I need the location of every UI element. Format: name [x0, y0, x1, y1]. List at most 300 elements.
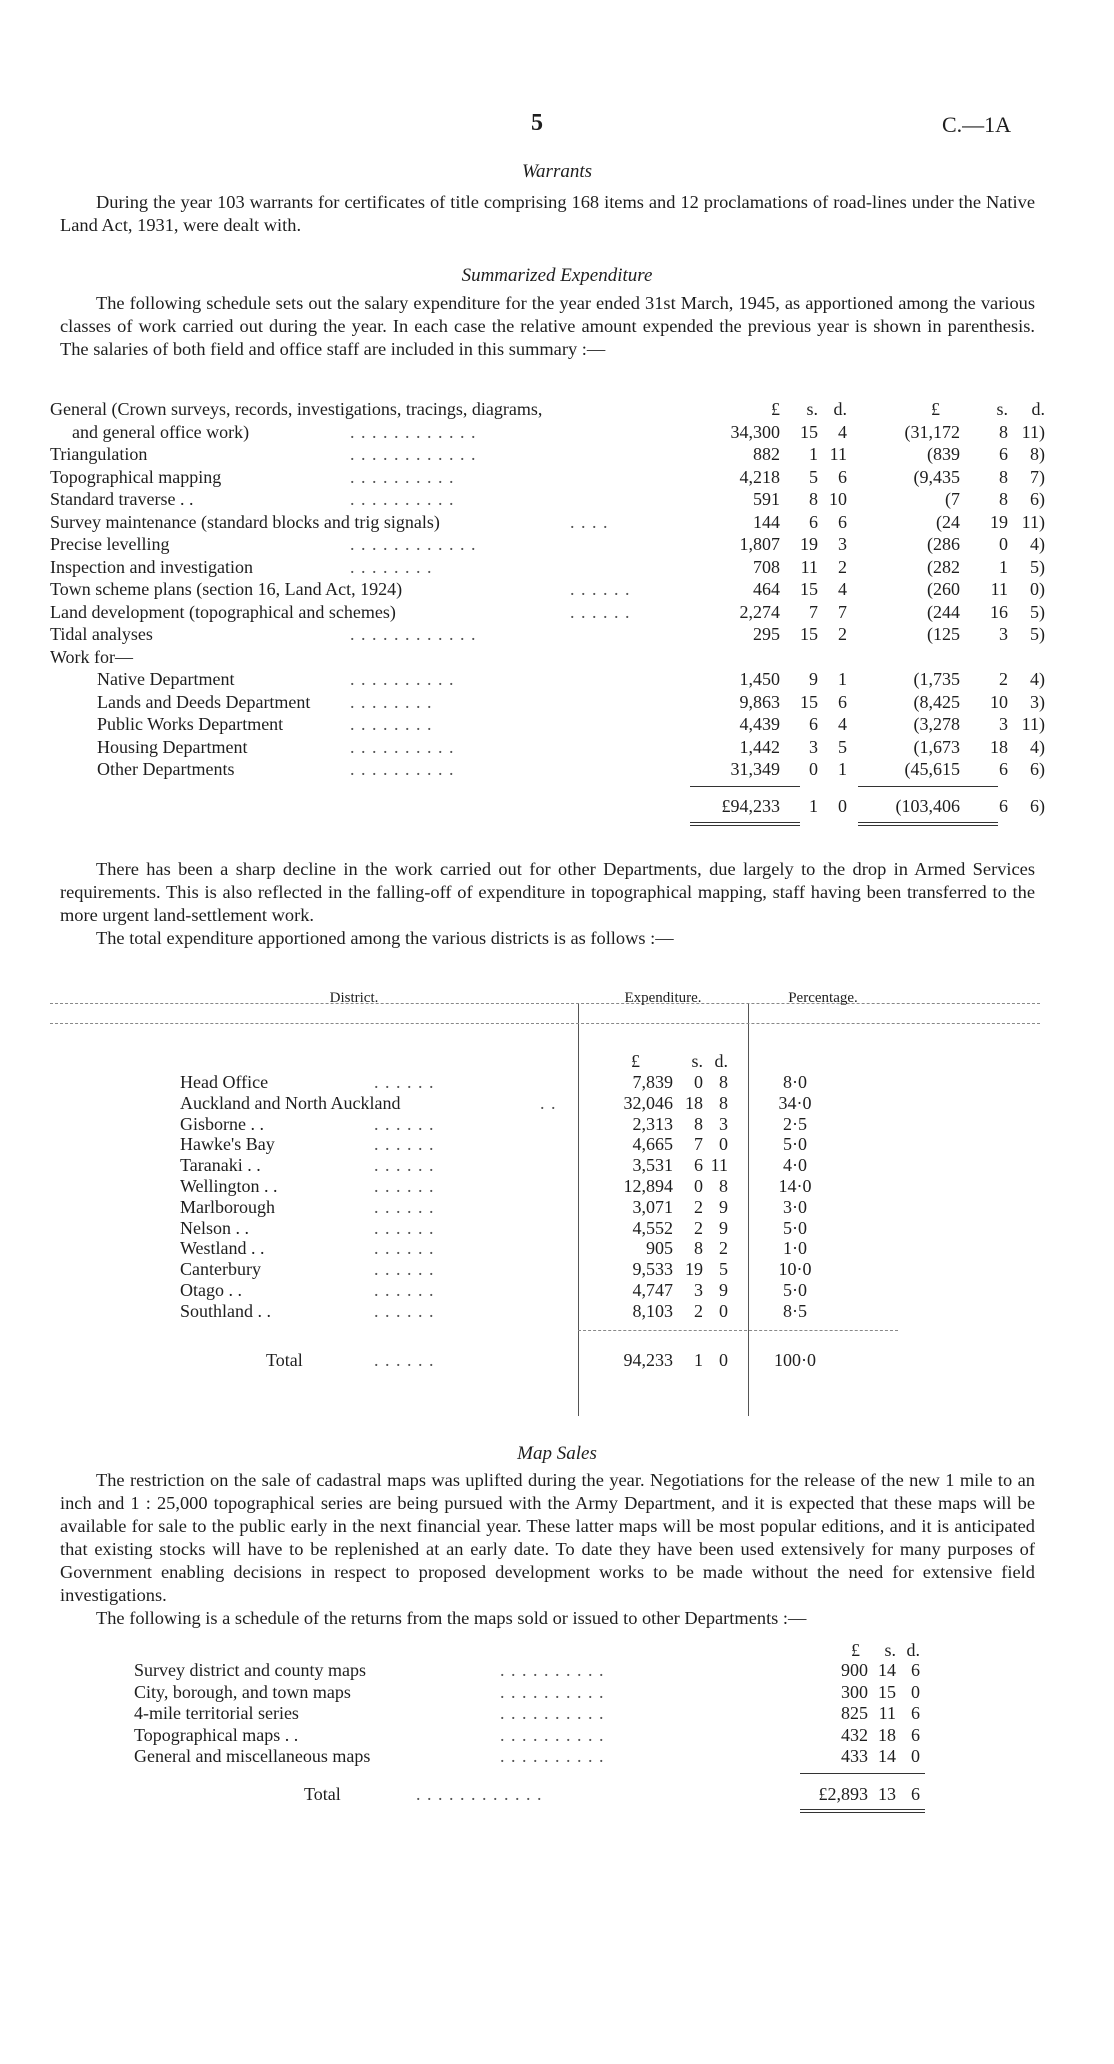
previous-pounds: (282 — [927, 556, 960, 577]
expenditure-row — [50, 511, 1045, 533]
current-pounds: 2,274 — [739, 601, 780, 622]
pence-unit: d. — [833, 399, 847, 419]
leader-dots: . . . . . . — [374, 1259, 435, 1280]
total-label: Total — [304, 1783, 341, 1804]
district-pounds: 4,747 — [632, 1280, 673, 1300]
current-pence: 5 — [838, 736, 847, 757]
map-returns-row — [0, 1660, 1114, 1681]
leader-dots: . . . . . . . . . . — [350, 489, 455, 509]
previous-pence: 7) — [1030, 466, 1045, 487]
expenditure-category: Town scheme plans (section 16, Land Act, 1924) — [50, 579, 403, 599]
previous-pounds: (1,673 — [913, 736, 960, 757]
previous-pounds: (24 — [936, 511, 960, 532]
district-percentage: 3·0 — [783, 1196, 807, 1217]
district-shillings: 2 — [694, 1300, 703, 1321]
district-pounds: 2,313 — [632, 1113, 673, 1134]
map-pence: 6 — [911, 1703, 920, 1723]
expenditure-row — [50, 444, 1045, 465]
leader-dots: . . . . . . . . — [350, 714, 433, 734]
warrants-heading: Warrants — [521, 161, 593, 182]
pence-unit: d. — [906, 1640, 920, 1660]
shilling-unit: s. — [884, 1640, 896, 1660]
map-pounds: 825 — [841, 1703, 868, 1723]
district-pence: 3 — [719, 1113, 728, 1134]
previous-pence: 5) — [1030, 624, 1045, 644]
district-name: Wellington . . — [180, 1176, 278, 1196]
district-shillings: 7 — [694, 1134, 703, 1155]
district-percentage: 1·0 — [783, 1238, 807, 1259]
total-shillings: 1 — [809, 795, 818, 816]
current-pounds: 591 — [753, 489, 780, 509]
summarized-paragraph — [60, 292, 1035, 361]
pound-unit: £ — [771, 399, 780, 419]
previous-pence: 3) — [1030, 691, 1045, 712]
district-shillings: 0 — [694, 1176, 703, 1196]
current-pence: 2 — [838, 624, 847, 644]
previous-pence: 8) — [1030, 444, 1045, 464]
expenditure-category: Precise levelling — [50, 534, 170, 554]
current-pence: 6 — [838, 511, 847, 532]
expenditure-column-header: Expenditure. — [624, 990, 702, 1006]
header-bottom-rule — [50, 1023, 1040, 1024]
previous-shillings: 6 — [999, 759, 1008, 779]
current-shillings: 11 — [800, 556, 818, 577]
expenditure-category: Housing Department — [97, 736, 248, 757]
previous-pounds: (839 — [927, 444, 960, 464]
total-rule — [690, 822, 800, 823]
pence-unit: d. — [1031, 399, 1045, 419]
expenditure-category: Standard traverse . . — [50, 489, 194, 509]
previous-shillings: 18 — [990, 736, 1008, 757]
previous-total-pence: 6) — [1030, 795, 1045, 816]
expenditure-category: Native Department — [97, 669, 235, 689]
district-pence: 9 — [719, 1217, 728, 1238]
district-shillings: 2 — [694, 1217, 703, 1238]
total-rule — [858, 825, 998, 826]
warrants-text: During the year 103 warrants for certificates of title comprising 168 items and 12 proclamations of road-lines under the Native Land Act, 1931, were dealt with. — [60, 192, 1035, 235]
expenditure-row — [50, 466, 1045, 488]
current-pounds: 144 — [753, 511, 780, 532]
leader-dots: . . . . . . . . . . . . — [416, 1783, 543, 1804]
district-shillings: 8 — [694, 1113, 703, 1134]
shilling-unit: s. — [996, 399, 1008, 419]
expenditure-category: Lands and Deeds Department — [97, 691, 311, 712]
total-rule — [800, 1809, 925, 1810]
current-pounds: 464 — [753, 579, 780, 599]
previous-shillings: 11 — [990, 579, 1008, 599]
map-category: Survey district and county maps — [134, 1660, 366, 1680]
current-pence: 11 — [829, 444, 847, 464]
expenditure-row — [50, 714, 1045, 735]
expenditure-row — [50, 669, 1045, 690]
district-pounds: 905 — [646, 1238, 673, 1259]
district-pence: 11 — [710, 1155, 728, 1176]
current-shillings: 5 — [809, 466, 818, 487]
leader-dots: . . . . . . — [374, 1238, 435, 1259]
district-name: Taranaki . . — [180, 1155, 261, 1176]
current-pounds: 4,439 — [739, 714, 780, 734]
current-shillings: 15 — [800, 691, 818, 712]
previous-pounds: (31,172 — [904, 421, 960, 442]
district-pence: 9 — [719, 1196, 728, 1217]
leader-dots: . . . . . . . . . . — [500, 1724, 605, 1745]
decline-paragraph — [60, 858, 1035, 950]
current-shillings: 3 — [809, 736, 818, 757]
map-shillings: 11 — [878, 1703, 896, 1723]
current-shillings: 19 — [800, 534, 818, 554]
map-shillings: 14 — [878, 1746, 896, 1766]
shilling-unit: s. — [691, 1051, 703, 1071]
previous-pence: 11) — [1021, 421, 1045, 442]
district-percentage: 34·0 — [778, 1092, 812, 1113]
previous-total-pounds: (103,406 — [895, 795, 960, 816]
expenditure-category-continued: and general office work) — [72, 421, 250, 442]
map-pounds: 432 — [841, 1724, 868, 1745]
map-category: Topographical maps . . — [134, 1724, 299, 1745]
previous-shillings: 8 — [999, 421, 1008, 442]
map-total-shillings: 13 — [878, 1783, 896, 1804]
expenditure-total-row — [50, 795, 1045, 817]
expenditure-row — [50, 534, 1045, 555]
leader-dots: . . . . . . . . . . — [350, 759, 455, 779]
district-row — [0, 1176, 1114, 1197]
map-category: City, borough, and town maps — [134, 1681, 351, 1702]
previous-pence: 6) — [1030, 489, 1045, 509]
previous-pounds: (3,278 — [913, 714, 960, 734]
current-pounds: 708 — [753, 556, 780, 577]
district-pounds: 4,552 — [632, 1217, 673, 1238]
district-pounds: 4,665 — [632, 1134, 673, 1155]
work-for-row — [50, 647, 1040, 668]
district-percentage: 5·0 — [783, 1217, 807, 1238]
previous-shillings: 10 — [990, 691, 1008, 712]
current-pence: 1 — [838, 669, 847, 689]
current-pence: 6 — [838, 691, 847, 712]
district-row — [0, 1238, 1114, 1259]
district-shillings: 19 — [685, 1259, 703, 1280]
map-pence: 6 — [911, 1724, 920, 1745]
decline-text: There has been a sharp decline in the work carried out for other Departments, due largely to the drop in Armed Services requirements. This is also reflected in the falling-off of expenditure in topographical mapping, staff having been transferred to the more urgent land-settlement work. — [60, 859, 1035, 925]
current-pence: 1 — [838, 759, 847, 779]
current-pounds: 4,218 — [739, 466, 780, 487]
leader-dots: . . . . . . — [570, 579, 631, 599]
map-pounds: 900 — [841, 1660, 868, 1680]
map-pence: 0 — [911, 1746, 920, 1766]
previous-shillings: 2 — [999, 669, 1008, 689]
expenditure-category: Other Departments — [97, 759, 235, 779]
previous-pounds: (260 — [927, 579, 960, 599]
page-number: 5 — [531, 110, 543, 136]
leader-dots: . . . . . . — [570, 601, 631, 622]
district-row — [0, 1259, 1114, 1280]
document-reference: C.—1A — [942, 112, 1012, 137]
district-name: Otago . . — [180, 1280, 242, 1300]
expenditure-category: Inspection and investigation — [50, 556, 253, 577]
district-column-header: District. — [329, 990, 379, 1006]
district-row — [0, 1114, 1114, 1135]
expenditure-row — [50, 579, 1045, 600]
district-intro-text: The total expenditure apportioned among the various districts is as follows :— — [96, 928, 674, 948]
current-shillings: 15 — [800, 421, 818, 442]
current-pence: 2 — [838, 556, 847, 577]
currency-units-header small — [0, 1640, 1114, 1661]
district-pounds: 7,839 — [632, 1072, 673, 1092]
current-shillings: 6 — [809, 511, 818, 532]
district-name: Marlborough — [180, 1196, 275, 1217]
leader-dots: . . . . . . . . . . . . — [350, 444, 477, 464]
map-category: General and miscellaneous maps — [134, 1746, 371, 1766]
map-pounds: 300 — [841, 1681, 868, 1702]
previous-shillings: 0 — [999, 534, 1008, 554]
map-total-pence: 6 — [911, 1783, 920, 1804]
map-pence: 0 — [911, 1681, 920, 1702]
leader-dots: . . . . . . . . . . — [350, 736, 455, 757]
district-pounds: 9,533 — [632, 1259, 673, 1280]
district-shillings: 3 — [694, 1280, 703, 1300]
district-name: Hawke's Bay — [180, 1134, 275, 1155]
district-pence: 0 — [719, 1134, 728, 1155]
district-row — [0, 1093, 1114, 1114]
summarized-expenditure-heading: Summarized Expenditure — [461, 265, 653, 286]
district-pence: 8 — [719, 1072, 728, 1092]
district-total-pounds: 94,233 — [623, 1349, 673, 1370]
district-name: Head Office — [180, 1072, 269, 1092]
leader-dots: . . . . . . — [374, 1280, 435, 1300]
previous-pence: 11) — [1021, 511, 1045, 532]
district-total-shillings: 1 — [694, 1349, 703, 1370]
district-percentage: 8·5 — [783, 1300, 807, 1321]
previous-pence: 4) — [1030, 534, 1045, 554]
pound-unit: £ — [631, 1051, 640, 1071]
leader-dots: . . . . . . — [374, 1176, 435, 1196]
expenditure-row — [50, 489, 1045, 510]
total-rule — [690, 825, 800, 826]
current-shillings: 1 — [809, 444, 818, 464]
current-pence: 6 — [838, 466, 847, 487]
subtotal-rule — [800, 1773, 925, 1774]
summarized-text: The following schedule sets out the salary expenditure for the year ended 31st March, 1945, as apportioned among the various classes of work carried out during the year. In each case the relative amount expended the previous year is shown in parenthesis. The salaries of both field and office staff are included in this summary :— — [60, 293, 1035, 359]
expenditure-row-continued — [50, 421, 1045, 443]
subtotal-rule — [858, 786, 998, 787]
previous-shillings: 8 — [999, 489, 1008, 509]
leader-dots: . . . . . . . . — [350, 691, 433, 712]
district-total-pence: 0 — [719, 1349, 728, 1370]
previous-shillings: 19 — [990, 511, 1008, 532]
previous-shillings: 8 — [999, 466, 1008, 487]
leader-dots: . . . . . . . . . . . . — [350, 421, 477, 442]
district-pence: 0 — [719, 1300, 728, 1321]
current-shillings: 15 — [800, 624, 818, 644]
leader-dots: . . . . . . . . . . . . — [350, 624, 477, 644]
district-shillings: 2 — [694, 1196, 703, 1217]
district-pounds: 3,531 — [632, 1155, 673, 1176]
previous-pounds: (7 — [945, 489, 960, 509]
leader-dots: . . . . . . . . . . . . — [350, 534, 477, 554]
current-shillings: 7 — [809, 601, 818, 622]
total-rule — [858, 822, 998, 823]
map-sales-paragraph — [60, 1469, 1035, 1630]
currency-units-header — [0, 1051, 1114, 1072]
leader-dots: . . . . . . — [374, 1113, 435, 1134]
previous-pence: 4) — [1030, 736, 1045, 757]
district-name: Southland . . — [180, 1300, 272, 1321]
previous-pounds: (9,435 — [913, 466, 960, 487]
district-pence: 2 — [719, 1238, 728, 1259]
district-name: Canterbury — [180, 1259, 261, 1280]
previous-pence: 6) — [1030, 759, 1045, 779]
previous-pence: 5) — [1030, 601, 1045, 622]
previous-shillings: 1 — [999, 556, 1008, 577]
shilling-unit: s. — [806, 399, 818, 419]
map-total-pounds: £2,893 — [818, 1783, 868, 1804]
map-category: 4-mile territorial series — [134, 1703, 299, 1723]
expenditure-row — [50, 736, 1045, 758]
district-row — [0, 1218, 1114, 1239]
map-returns-total-row — [0, 1784, 1114, 1805]
previous-pence: 11) — [1021, 714, 1045, 734]
district-pence: 8 — [719, 1176, 728, 1196]
district-name: Gisborne . . — [180, 1113, 264, 1134]
leader-dots: . . . . . . — [374, 1349, 435, 1370]
expenditure-row — [50, 601, 1045, 623]
current-pounds: 34,300 — [730, 421, 780, 442]
leader-dots: . . . . . . — [374, 1134, 435, 1155]
map-returns-intro-text: The following is a schedule of the returns from the maps sold or issued to other Departments :— — [96, 1608, 807, 1628]
current-shillings: 9 — [809, 669, 818, 689]
district-row — [0, 1301, 1114, 1322]
previous-pounds: (125 — [927, 624, 960, 644]
district-name: Westland . . — [180, 1238, 265, 1259]
district-row — [0, 1280, 1114, 1301]
expenditure-category: Tidal analyses — [50, 624, 153, 644]
previous-pounds: (244 — [927, 601, 960, 622]
map-sales-heading: Map Sales — [517, 1443, 597, 1464]
map-sales-text: The restriction on the sale of cadastral maps was uplifted during the year. Negotiations for the release of the new 1 mile to an inch and 1 : 25,000 topographical series are being pursued with the Army Department, and it is expected that these maps will be available for sale to the public early in the next financial year. These latter maps will be most popular editions, and it is anticipated that existing stocks will have to be replenished at an early date. To date they have been used extensively for many purposes of Government enabling decisions in respect to proposed development works to be made without the need for extensive field investigations. — [60, 1470, 1035, 1605]
pence-unit: d. — [714, 1051, 728, 1071]
district-percentage: 5·0 — [783, 1280, 807, 1300]
expenditure-category: Public Works Department — [97, 714, 284, 734]
previous-pounds: (8,425 — [913, 691, 960, 712]
map-shillings: 14 — [878, 1660, 896, 1680]
total-pounds: £94,233 — [721, 795, 780, 816]
previous-pence: 0) — [1030, 579, 1045, 599]
previous-pounds: (1,735 — [913, 669, 960, 689]
district-percentage: 2·5 — [783, 1113, 807, 1134]
leader-dots: . . . . . . — [374, 1300, 435, 1321]
current-pence: 4 — [838, 579, 847, 599]
leader-dots: . . . . . . . . . . — [350, 669, 455, 689]
current-pounds: 882 — [753, 444, 780, 464]
expenditure-row — [50, 556, 1045, 578]
leader-dots: . . . . . . . . — [350, 556, 433, 577]
previous-pounds: (45,615 — [904, 759, 960, 779]
map-returns-row — [0, 1682, 1114, 1703]
map-shillings: 15 — [878, 1681, 896, 1702]
current-shillings: 6 — [809, 714, 818, 734]
previous-total-shillings: 6 — [999, 795, 1008, 816]
map-returns-row — [0, 1703, 1114, 1724]
district-pounds: 32,046 — [623, 1092, 673, 1113]
district-percentage: 5·0 — [783, 1134, 807, 1155]
leader-dots: . . . . — [570, 511, 609, 532]
expenditure-category: General (Crown surveys, records, investigations, tracings, diagrams, — [50, 399, 543, 419]
leader-dots: . . . . . . . . . . — [500, 1746, 605, 1766]
total-pence: 0 — [838, 795, 847, 816]
leader-dots: . . . . . . . . . . — [500, 1660, 605, 1680]
expenditure-row — [50, 759, 1045, 780]
previous-pence: 4) — [1030, 669, 1045, 689]
district-total-row — [0, 1350, 1114, 1371]
district-percentage: 10·0 — [778, 1259, 812, 1280]
district-name: Auckland and North Auckland — [180, 1092, 401, 1113]
district-row — [0, 1155, 1114, 1176]
current-pence: 4 — [838, 421, 847, 442]
previous-shillings: 3 — [999, 714, 1008, 734]
map-returns-row — [0, 1725, 1114, 1746]
map-shillings: 18 — [878, 1724, 896, 1745]
expenditure-row — [50, 399, 1040, 420]
district-shillings: 6 — [694, 1155, 703, 1176]
current-pounds: 295 — [753, 624, 780, 644]
district-percentage: 4·0 — [783, 1155, 807, 1176]
current-pounds: 9,863 — [739, 691, 780, 712]
previous-shillings: 16 — [990, 601, 1008, 622]
previous-pounds: (286 — [927, 534, 960, 554]
expenditure-row — [50, 624, 1045, 645]
district-shillings: 8 — [694, 1238, 703, 1259]
district-shillings: 18 — [685, 1092, 703, 1113]
current-pounds: 1,442 — [739, 736, 780, 757]
leader-dots: . . . . . . — [374, 1196, 435, 1217]
district-pounds: 12,894 — [623, 1176, 673, 1196]
current-pounds: 31,349 — [730, 759, 780, 779]
pound-unit: £ — [851, 1640, 860, 1660]
district-percentage: 14·0 — [778, 1176, 812, 1196]
current-pence: 3 — [838, 534, 847, 554]
leader-dots: . . . . . . — [374, 1155, 435, 1176]
leader-dots: . . — [540, 1092, 557, 1113]
current-shillings: 0 — [809, 759, 818, 779]
district-row — [0, 1134, 1114, 1155]
previous-pence: 5) — [1030, 556, 1045, 577]
map-pence: 6 — [911, 1660, 920, 1680]
expenditure-category: Survey maintenance (standard blocks and trig signals) — [50, 511, 440, 532]
previous-shillings: 6 — [999, 444, 1008, 464]
current-pounds: 1,807 — [739, 534, 780, 554]
total-rule — [800, 1812, 925, 1813]
district-pence: 8 — [719, 1092, 728, 1113]
work-for-label: Work for— — [50, 646, 134, 667]
district-shillings: 0 — [694, 1072, 703, 1092]
warrants-paragraph — [60, 191, 1035, 237]
current-pence: 7 — [838, 601, 847, 622]
current-shillings: 8 — [809, 489, 818, 509]
district-name: Nelson . . — [180, 1217, 249, 1238]
district-row — [0, 1197, 1114, 1218]
leader-dots: . . . . . . . . . . — [500, 1681, 605, 1702]
subtotal-rule — [578, 1330, 898, 1331]
expenditure-category: Topographical mapping — [50, 466, 222, 487]
pound-unit: £ — [931, 399, 940, 419]
district-pence: 9 — [719, 1280, 728, 1300]
district-pounds: 3,071 — [632, 1196, 673, 1217]
total-label: Total — [266, 1349, 303, 1370]
subtotal-rule — [690, 786, 800, 787]
current-pounds: 1,450 — [739, 669, 780, 689]
map-pounds: 433 — [841, 1746, 868, 1766]
district-percentage: 8·0 — [783, 1072, 807, 1092]
map-returns-row — [0, 1746, 1114, 1767]
